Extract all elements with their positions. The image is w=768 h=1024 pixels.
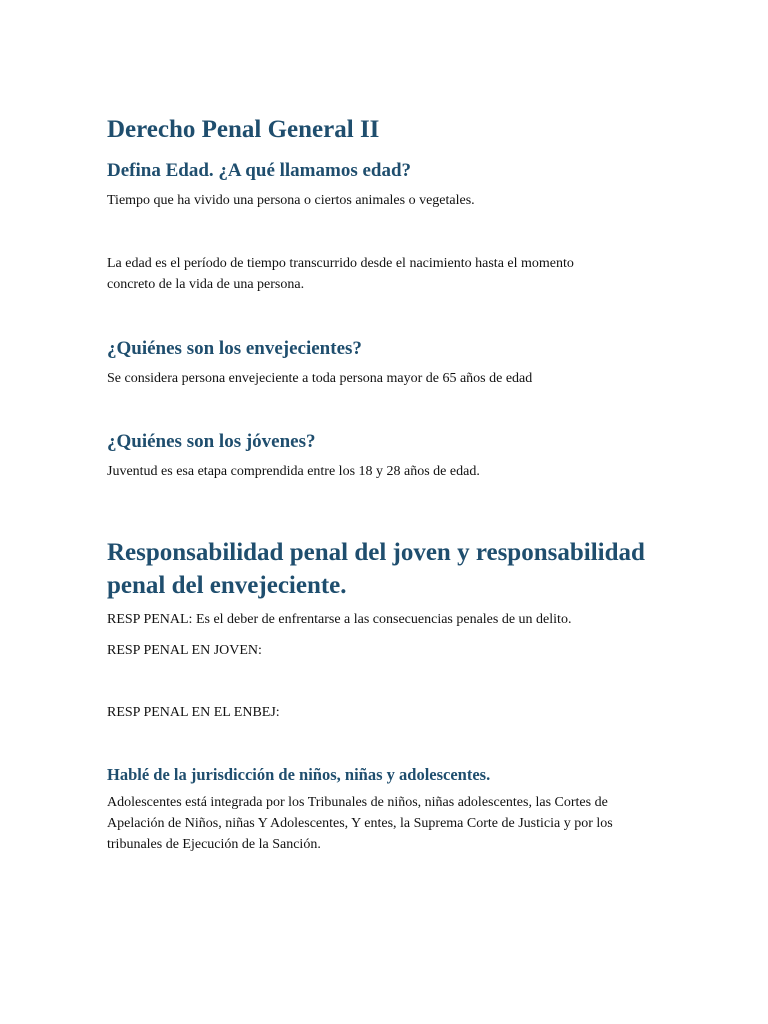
paragraph-envejecientes: Se considera persona envejeciente a toda persona mayor de 65 años de edad xyxy=(107,371,533,386)
paragraph-resp-penal-enbej: RESP PENAL EN EL ENBEJ: xyxy=(107,705,280,720)
heading-responsabilidad-line1: Responsabilidad penal del joven y responsabilidad xyxy=(107,539,645,566)
paragraph-jovenes: Juventud es esa etapa comprendida entre los 18 y 28 años de edad. xyxy=(107,464,480,479)
paragraph-jurisdiccion-line3: tribunales de Ejecución de la Sanción. xyxy=(107,837,321,852)
heading-jurisdiccion: Hablé de la jurisdicción de niños, niñas y adolescentes. xyxy=(107,765,491,784)
paragraph-edad-1: Tiempo que ha vivido una persona o ciertos animales o vegetales. xyxy=(107,193,475,208)
heading-envejecientes: ¿Quiénes son los envejecientes? xyxy=(107,338,362,359)
paragraph-resp-penal: RESP PENAL: Es el deber de enfrentarse a las consecuencias penales de un delito. xyxy=(107,612,572,627)
heading-responsabilidad-line2: penal del envejeciente. xyxy=(107,572,347,599)
paragraph-jurisdiccion-line1: Adolescentes está integrada por los Tribunales de niños, niñas adolescentes, las Cortes de xyxy=(107,795,608,810)
paragraph-resp-penal-joven: RESP PENAL EN JOVEN: xyxy=(107,643,262,658)
heading-jovenes: ¿Quiénes son los jóvenes? xyxy=(107,431,316,452)
page-title: Derecho Penal General II xyxy=(107,116,380,143)
paragraph-edad-2-line1: La edad es el período de tiempo transcurrido desde el nacimiento hasta el momento xyxy=(107,256,574,271)
heading-edad: Defina Edad. ¿A qué llamamos edad? xyxy=(107,160,412,181)
paragraph-edad-2-line2: concreto de la vida de una persona. xyxy=(107,277,305,292)
paragraph-jurisdiccion-line2: Apelación de Niños, niñas Y Adolescentes, Y entes, la Suprema Corte de Justicia y por los xyxy=(107,816,613,831)
